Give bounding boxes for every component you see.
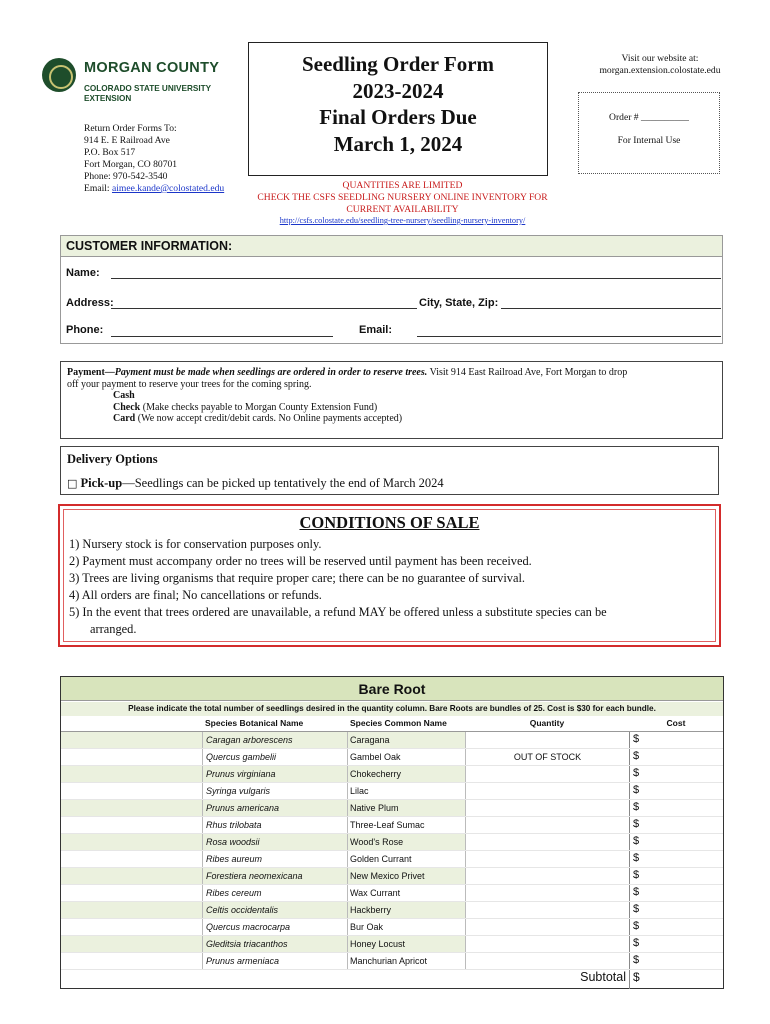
row-spacer (61, 834, 202, 850)
email-field[interactable] (417, 336, 721, 337)
quantities-limited-notice (240, 180, 565, 216)
col-common-name: Species Common Name (350, 718, 447, 728)
return-email-link[interactable]: aimee.kande@colostated.edu (111, 183, 225, 194)
city-state-zip-field[interactable] (501, 308, 721, 309)
conditions-list (69, 536, 699, 638)
botanical-name-cell: Prunus virginiana (202, 766, 347, 782)
cost-cell[interactable]: $ (629, 851, 723, 867)
delivery-options-section (60, 446, 719, 495)
ram-logo-icon (42, 58, 76, 92)
return-email-label: Email: (84, 183, 112, 194)
quantity-input[interactable]: OUT OF STOCK (465, 749, 629, 765)
row-spacer (61, 851, 202, 867)
logo-sub-extension: EXTENSION (84, 94, 132, 103)
condition-item: 4) All orders are final; No cancellations or refunds. (69, 588, 322, 602)
table-row (61, 732, 723, 749)
condition-item: 5) In the event that trees ordered are unavailable, a refund MAY be offered unless a substitute species can be (69, 605, 607, 619)
quantity-input[interactable] (465, 834, 629, 850)
customer-info-heading: CUSTOMER INFORMATION: (61, 236, 722, 257)
limited-line-2: CHECK THE CSFS SEEDLING NURSERY ONLINE INVENTORY FOR (257, 192, 548, 203)
botanical-name-cell: Ribes cereum (202, 885, 347, 901)
return-email-line (84, 183, 224, 195)
return-title: Return Order Forms To: (84, 123, 177, 134)
payment-instructions: Visit 914 East Railroad Ave, Fort Morgan to drop (427, 367, 628, 378)
botanical-name-cell: Rhus trilobata (202, 817, 347, 833)
common-name-cell: New Mexico Privet (347, 868, 465, 884)
bare-root-note: Please indicate the total number of seedlings desired in the quantity column. Bare Roots are bundles of 25. Cost is $30 for each bundle. (61, 702, 723, 716)
phone-field[interactable] (111, 336, 333, 337)
row-spacer (61, 766, 202, 782)
quantity-input[interactable] (465, 732, 629, 748)
quantity-input[interactable] (465, 919, 629, 935)
form-title: Seedling Order Form (301, 52, 495, 76)
quantity-input[interactable] (465, 953, 629, 969)
cost-cell[interactable]: $ (629, 953, 723, 969)
row-spacer (61, 783, 202, 799)
row-spacer (61, 868, 202, 884)
common-name-cell: Hackberry (347, 902, 465, 918)
table-row (61, 800, 723, 817)
row-spacer (61, 936, 202, 952)
cost-cell[interactable]: $ (629, 902, 723, 918)
customer-information-section (60, 235, 723, 344)
condition-item-continued: arranged. (90, 622, 137, 636)
subtotal-cost[interactable]: $ (629, 970, 723, 989)
website-label: Visit our website at: (621, 53, 699, 64)
col-quantity: Quantity (529, 718, 565, 728)
phone-label: Phone: (66, 324, 104, 336)
botanical-name-cell: Gleditsia triacanthos (202, 936, 347, 952)
pickup-option (67, 476, 712, 491)
check-note: (Make checks payable to Morgan County Extension Fund) (140, 401, 378, 413)
due-date: March 1, 2024 (333, 131, 463, 156)
common-name-cell: Caragana (347, 732, 465, 748)
payment-cash (67, 390, 716, 402)
table-row (61, 766, 723, 783)
final-orders-label: Final Orders Due (319, 105, 477, 129)
table-row (61, 834, 723, 851)
condition-item: 2) Payment must accompany order no trees will be reserved until payment has been received. (69, 554, 532, 568)
payment-dash: — (104, 367, 115, 378)
return-city: Fort Morgan, CO 80701 (84, 159, 178, 170)
row-spacer (61, 885, 202, 901)
inventory-link[interactable]: http://csfs.colostate.edu/seedling-tree-nursery/seedling-nursery-inventory/ (279, 216, 526, 225)
cost-cell[interactable]: $ (629, 885, 723, 901)
common-name-cell: Three-Leaf Sumac (347, 817, 465, 833)
col-cost: Cost (666, 718, 686, 728)
table-row (61, 885, 723, 902)
quantity-input[interactable] (465, 868, 629, 884)
return-po-box: P.O. Box 517 (84, 147, 136, 158)
table-header-row (61, 716, 723, 732)
payment-check (67, 402, 716, 414)
subtotal-label: Subtotal (580, 970, 626, 984)
internal-order-box (578, 92, 720, 174)
card-note: (We now accept credit/debit cards. No Online payments accepted) (135, 413, 403, 424)
row-spacer (61, 749, 202, 765)
row-spacer (61, 732, 202, 748)
row-spacer (61, 817, 202, 833)
form-year: 2023-2024 (352, 78, 444, 103)
table-row (61, 851, 723, 868)
table-row (61, 919, 723, 936)
botanical-name-cell: Celtis occidentalis (202, 902, 347, 918)
logo-subtitle (84, 84, 211, 104)
quantity-input[interactable] (465, 885, 629, 901)
payment-intro (67, 367, 716, 379)
cost-cell[interactable]: $ (629, 919, 723, 935)
cost-cell[interactable]: $ (629, 800, 723, 816)
delivery-heading: Delivery Options (67, 452, 158, 466)
row-spacer (61, 953, 202, 969)
quantity-input[interactable] (465, 783, 629, 799)
website-url[interactable]: morgan.extension.colostate.edu (599, 65, 721, 76)
cost-cell[interactable]: $ (629, 868, 723, 884)
payment-requirement: Payment must be made when seedlings are ordered in order to reserve trees. (114, 367, 428, 378)
name-label: Name: (66, 267, 100, 279)
quantity-input[interactable] (465, 936, 629, 952)
cost-cell[interactable]: $ (629, 834, 723, 850)
conditions-title: CONDITIONS OF SALE (299, 513, 480, 532)
cost-cell[interactable]: $ (629, 817, 723, 833)
check-option: Check (113, 401, 141, 413)
quantity-input[interactable] (465, 817, 629, 833)
table-row (61, 936, 723, 953)
common-name-cell: Lilac (347, 783, 465, 799)
pickup-label: Pick-up (80, 476, 123, 490)
botanical-name-cell: Syringa vulgaris (202, 783, 347, 799)
payment-card (67, 413, 716, 425)
botanical-name-cell: Forestiera neomexicana (202, 868, 347, 884)
col-botanical-name: Species Botanical Name (205, 718, 304, 728)
table-row (61, 783, 723, 800)
table-row (61, 817, 723, 834)
payment-instructions-cont: off your payment to reserve your trees for the coming spring. (67, 378, 312, 390)
condition-item: 1) Nursery stock is for conservation purposes only. (69, 537, 322, 551)
common-name-cell: Wax Currant (347, 885, 465, 901)
common-name-cell: Gambel Oak (347, 749, 465, 765)
cost-cell[interactable]: $ (629, 749, 723, 765)
quantity-input[interactable] (465, 902, 629, 918)
table-row (61, 953, 723, 970)
name-field[interactable] (111, 278, 721, 279)
table-row (61, 868, 723, 885)
city-state-zip-label: City, State, Zip: (419, 297, 499, 309)
limited-line-3: CURRENT AVAILABILITY (346, 204, 459, 215)
common-name-cell: Wood's Rose (347, 834, 465, 850)
botanical-name-cell: Prunus americana (202, 800, 347, 816)
common-name-cell: Manchurian Apricot (347, 953, 465, 969)
quantity-input[interactable] (465, 766, 629, 782)
row-spacer (61, 919, 202, 935)
quantity-input[interactable] (465, 851, 629, 867)
row-spacer (61, 800, 202, 816)
return-street: 914 E. E Railroad Ave (84, 135, 170, 146)
botanical-name-cell: Rosa woodsii (202, 834, 347, 850)
website-block (560, 53, 760, 77)
payment-section (60, 361, 723, 439)
condition-item: 3) Trees are living organisms that require proper care; there can be no guarantee of survival. (69, 571, 525, 585)
return-phone: Phone: 970-542-3540 (84, 171, 168, 182)
logo-title: MORGAN COUNTY (84, 60, 220, 76)
common-name-cell: Golden Currant (347, 851, 465, 867)
limited-line-1: QUANTITIES ARE LIMITED (342, 180, 463, 191)
logo-sub-university: COLORADO STATE UNIVERSITY (84, 84, 212, 93)
conditions-of-sale-section (58, 504, 721, 647)
cost-cell[interactable]: $ (629, 766, 723, 782)
internal-use-label: For Internal Use (617, 135, 681, 146)
cost-cell[interactable]: $ (629, 783, 723, 799)
common-name-cell: Honey Locust (347, 936, 465, 952)
botanical-name-cell: Quercus macrocarpa (202, 919, 347, 935)
common-name-cell: Bur Oak (347, 919, 465, 935)
bare-root-title: Bare Root (61, 677, 723, 701)
quantity-input[interactable] (465, 800, 629, 816)
table-row (61, 902, 723, 919)
address-field[interactable] (111, 308, 417, 309)
morgan-county-logo (42, 56, 242, 108)
pickup-note: —Seedlings can be picked up tentatively the end of March 2024 (122, 476, 444, 490)
email-label: Email: (359, 324, 393, 336)
pickup-checkbox[interactable]: □ (67, 477, 78, 490)
table-row (61, 749, 723, 766)
botanical-name-cell: Prunus armeniaca (202, 953, 347, 969)
cash-option: Cash (113, 390, 135, 401)
botanical-name-cell: Quercus gambelii (202, 749, 347, 765)
order-number-field[interactable]: Order # __________ (609, 112, 689, 123)
payment-label: Payment (67, 367, 105, 378)
row-spacer (61, 902, 202, 918)
bare-root-rows (61, 732, 723, 970)
cost-cell[interactable]: $ (629, 936, 723, 952)
common-name-cell: Native Plum (347, 800, 465, 816)
cost-cell[interactable]: $ (629, 732, 723, 748)
form-title-box (248, 42, 548, 176)
botanical-name-cell: Ribes aureum (202, 851, 347, 867)
botanical-name-cell: Caragan arborescens (202, 732, 347, 748)
address-label: Address: (66, 297, 114, 309)
common-name-cell: Chokecherry (347, 766, 465, 782)
card-option: Card (113, 413, 136, 424)
bare-root-table (60, 676, 724, 989)
return-address-block (84, 123, 224, 195)
